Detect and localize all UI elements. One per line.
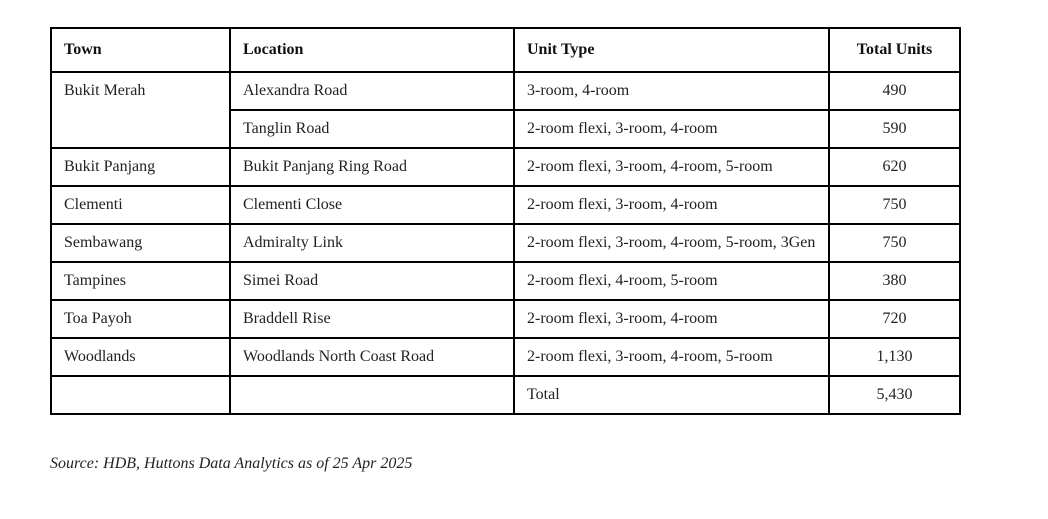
cell-town: Bukit Merah xyxy=(51,72,230,148)
cell-location: Clementi Close xyxy=(230,186,514,224)
cell-total-units: 750 xyxy=(829,186,960,224)
total-label: Total xyxy=(514,376,829,414)
cell-town: Sembawang xyxy=(51,224,230,262)
cell-location: Woodlands North Coast Road xyxy=(230,338,514,376)
table-row xyxy=(51,186,960,224)
cell-town: Clementi xyxy=(51,186,230,224)
table-row xyxy=(51,148,960,186)
cell-location: Braddell Rise xyxy=(230,300,514,338)
cell-unit-type: 2-room flexi, 3-room, 4-room, 5-room xyxy=(514,338,829,376)
table-row xyxy=(51,72,960,110)
table-total-row xyxy=(51,376,960,414)
cell-location: Alexandra Road xyxy=(230,72,514,110)
table-row xyxy=(51,262,960,300)
cell-town: Tampines xyxy=(51,262,230,300)
header-total-units: Total Units xyxy=(829,28,960,72)
source-note: Source: HDB, Huttons Data Analytics as of 25 Apr 2025 xyxy=(50,455,413,472)
table-row xyxy=(51,224,960,262)
header-town: Town xyxy=(51,28,230,72)
table-row xyxy=(51,338,960,376)
cell-total-units: 1,130 xyxy=(829,338,960,376)
cell-unit-type: 2-room flexi, 3-room, 4-room, 5-room xyxy=(514,148,829,186)
cell-town: Toa Payoh xyxy=(51,300,230,338)
cell-total-units: 620 xyxy=(829,148,960,186)
cell-unit-type: 2-room flexi, 3-room, 4-room xyxy=(514,186,829,224)
bto-launch-table xyxy=(50,27,961,415)
cell-unit-type: 2-room flexi, 3-room, 4-room, 5-room, 3Gen xyxy=(514,224,829,262)
cell-town-empty xyxy=(51,376,230,414)
cell-unit-type: 2-room flexi, 3-room, 4-room xyxy=(514,300,829,338)
table-row xyxy=(51,300,960,338)
cell-total-units: 590 xyxy=(829,110,960,148)
table-header-row xyxy=(51,28,960,72)
cell-location: Tanglin Road xyxy=(230,110,514,148)
cell-location: Bukit Panjang Ring Road xyxy=(230,148,514,186)
cell-location: Simei Road xyxy=(230,262,514,300)
cell-total-units: 380 xyxy=(829,262,960,300)
total-value: 5,430 xyxy=(829,376,960,414)
header-unit-type: Unit Type xyxy=(514,28,829,72)
cell-town: Bukit Panjang xyxy=(51,148,230,186)
cell-unit-type: 3-room, 4-room xyxy=(514,72,829,110)
cell-total-units: 720 xyxy=(829,300,960,338)
cell-unit-type: 2-room flexi, 3-room, 4-room xyxy=(514,110,829,148)
cell-town: Woodlands xyxy=(51,338,230,376)
cell-location: Admiralty Link xyxy=(230,224,514,262)
cell-location-empty xyxy=(230,376,514,414)
header-location: Location xyxy=(230,28,514,72)
cell-total-units: 490 xyxy=(829,72,960,110)
cell-unit-type: 2-room flexi, 4-room, 5-room xyxy=(514,262,829,300)
cell-total-units: 750 xyxy=(829,224,960,262)
